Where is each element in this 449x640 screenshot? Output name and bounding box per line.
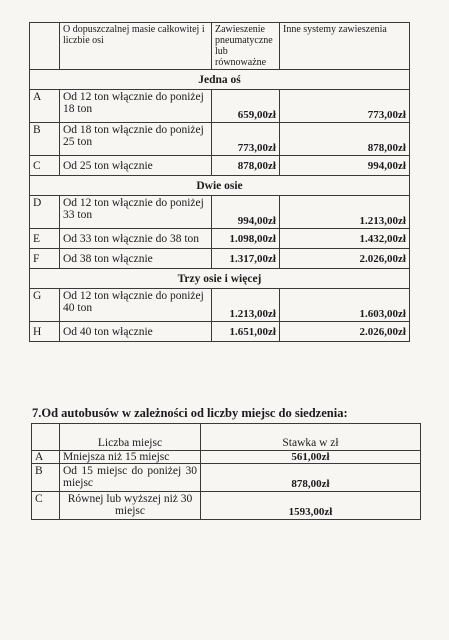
- table-row: [32, 464, 421, 492]
- row-desc: Od 40 ton włącznie: [60, 322, 212, 342]
- table-row: [32, 451, 421, 464]
- section-row: [30, 70, 410, 90]
- table-row: [30, 156, 410, 176]
- tax-rates-table: [29, 22, 410, 342]
- rate-other: 1.213,00zł: [280, 196, 410, 229]
- row-desc: Od 12 ton włącznie do poniżej 33 ton: [60, 196, 212, 229]
- rate-other: 1.603,00zł: [280, 289, 410, 322]
- row-letter: D: [30, 196, 60, 229]
- rate-pneumatic: 773,00zł: [212, 123, 280, 156]
- row-desc: Od 12 ton włącznie do poniżej 40 ton: [60, 289, 212, 322]
- row-desc: Równej lub wyższej niż 30 miejsc: [60, 492, 201, 520]
- rate-other: 2.026,00zł: [280, 249, 410, 269]
- row-letter: H: [30, 322, 60, 342]
- rate-pneumatic: 878,00zł: [212, 156, 280, 176]
- row-letter: F: [30, 249, 60, 269]
- table-row: [30, 123, 410, 156]
- row-desc: Od 38 ton włącznie: [60, 249, 212, 269]
- section-7-heading: 7.Od autobusów w zależności od liczby miejsc do siedzenia:: [32, 406, 348, 420]
- section-row: [30, 269, 410, 289]
- row-letter: G: [30, 289, 60, 322]
- header-other: Inne systemy zawieszenia: [280, 23, 410, 70]
- rate-other: 773,00zł: [280, 90, 410, 123]
- header-seats: Liczba miejsc: [60, 424, 201, 451]
- rate-pneumatic: 659,00zł: [212, 90, 280, 123]
- table-row: [30, 229, 410, 249]
- row-letter: C: [30, 156, 60, 176]
- table-row: [32, 492, 421, 520]
- table-row: [30, 90, 410, 123]
- header-pneumatic: Zawieszenie pneumatyczne lub równoważne: [212, 23, 280, 70]
- rate-pneumatic: 1.651,00zł: [212, 322, 280, 342]
- section-title: Trzy osie i więcej: [30, 269, 410, 289]
- row-desc: Od 25 ton włącznie: [60, 156, 212, 176]
- table-header-row: [30, 23, 410, 70]
- section-row: [30, 176, 410, 196]
- section-title: Dwie osie: [30, 176, 410, 196]
- rate-pneumatic: 994,00zł: [212, 196, 280, 229]
- row-letter: A: [30, 90, 60, 123]
- row-desc: Mniejsza niż 15 miejsc: [60, 451, 201, 464]
- header-weight: O dopuszczalnej masie całkowitej i liczbie osi: [60, 23, 212, 70]
- rate-pneumatic: 1.317,00zł: [212, 249, 280, 269]
- rate-other: 2.026,00zł: [280, 322, 410, 342]
- row-letter: A: [32, 451, 60, 464]
- rate-other: 1.432,00zł: [280, 229, 410, 249]
- row-letter: C: [32, 492, 60, 520]
- table-row: [30, 196, 410, 229]
- header-rate: Stawka w zł: [201, 424, 421, 451]
- row-letter: E: [30, 229, 60, 249]
- rate-other: 878,00zł: [280, 123, 410, 156]
- rate-value: 878,00zł: [201, 464, 421, 492]
- table-row: [30, 322, 410, 342]
- row-letter: B: [32, 464, 60, 492]
- header-empty-cell: [32, 424, 60, 451]
- rate-pneumatic: 1.098,00zł: [212, 229, 280, 249]
- rate-value: 561,00zł: [201, 451, 421, 464]
- row-desc: Od 33 ton włącznie do 38 ton: [60, 229, 212, 249]
- rate-pneumatic: 1.213,00zł: [212, 289, 280, 322]
- row-letter: B: [30, 123, 60, 156]
- table-header-row: [32, 424, 421, 451]
- header-empty-cell: [30, 23, 60, 70]
- row-desc: Od 12 ton włącznie do poniżej 18 ton: [60, 90, 212, 123]
- table-row: [30, 249, 410, 269]
- rate-other: 994,00zł: [280, 156, 410, 176]
- row-desc: Od 18 ton włącznie do poniżej 25 ton: [60, 123, 212, 156]
- table-row: [30, 289, 410, 322]
- row-desc: Od 15 miejsc do poniżej 30 miejsc: [60, 464, 201, 492]
- section-title: Jedna oś: [30, 70, 410, 90]
- bus-rates-table: [31, 423, 421, 520]
- rate-value: 1593,00zł: [201, 492, 421, 520]
